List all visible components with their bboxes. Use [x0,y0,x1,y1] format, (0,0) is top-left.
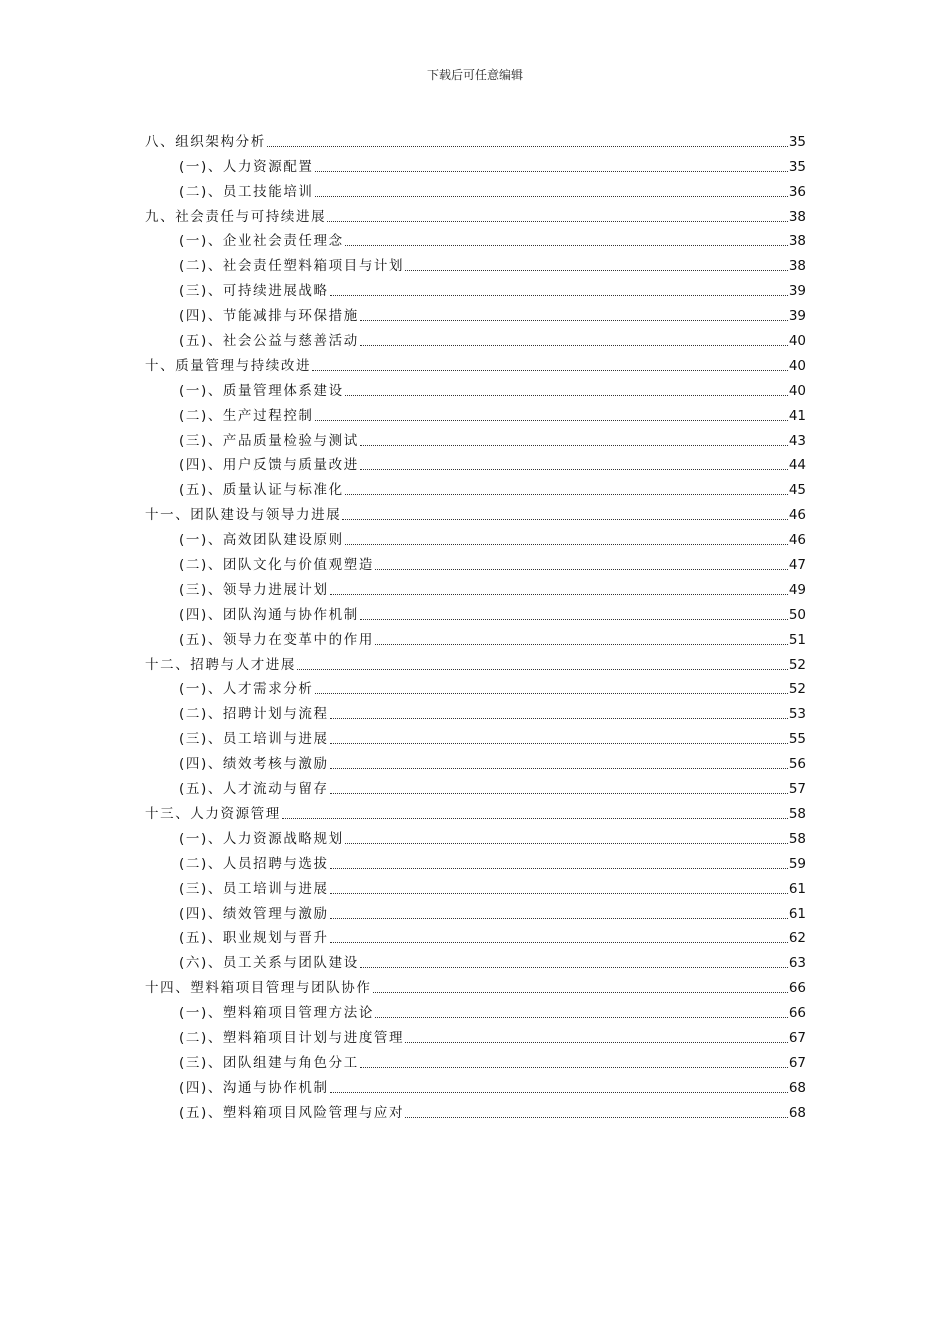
page-header: 下载后可任意编辑 [426,68,523,82]
toc-page-number: 46 [788,532,806,549]
toc-page-number: 63 [788,955,806,972]
toc-section-entry[interactable] [145,848,806,873]
toc-dot-leader [342,519,788,520]
toc-entry-title: (四)、团队沟通与协作机制 [179,606,359,623]
toc-page-number: 51 [788,631,806,648]
toc-entry-title: (五)、人才流动与留存 [179,781,329,798]
toc-entry-title: (二)、社会责任塑料箱项目与计划 [179,258,405,275]
toc-page-number: 38 [788,258,806,275]
toc-dot-leader [360,445,788,446]
toc-page-number: 36 [788,183,806,200]
toc-chapter-entry[interactable] [145,649,806,674]
toc-dot-leader [405,1042,788,1043]
toc-section-entry[interactable] [145,599,806,624]
toc-dot-leader [375,644,788,645]
toc-page-number: 52 [788,656,806,673]
toc-section-entry[interactable] [145,624,806,649]
toc-entry-title: (二)、塑料箱项目计划与进度管理 [179,1029,405,1046]
toc-dot-leader [360,619,788,620]
toc-dot-leader [297,669,788,670]
toc-chapter-entry[interactable] [145,201,806,226]
toc-section-entry[interactable] [145,1097,806,1122]
toc-dot-leader [345,843,788,844]
toc-page-number: 59 [788,855,806,872]
toc-entry-title: (五)、领导力在变革中的作用 [179,631,374,648]
toc-dot-leader [330,295,788,296]
toc-dot-leader [330,942,788,943]
toc-dot-leader [345,245,788,246]
toc-entry-title: (四)、绩效管理与激励 [179,905,329,922]
toc-dot-leader [345,395,788,396]
toc-dot-leader [360,320,788,321]
toc-entry-title: (二)、员工技能培训 [179,183,314,200]
toc-section-entry[interactable] [145,549,806,574]
toc-entry-title: (四)、节能减排与环保措施 [179,308,359,325]
toc-page-number: 46 [788,507,806,524]
toc-entry-title: (一)、质量管理体系建设 [179,382,344,399]
toc-page-number: 56 [788,756,806,773]
toc-dot-leader [360,345,788,346]
toc-page-number: 47 [788,557,806,574]
toc-dot-leader [312,370,788,371]
toc-entry-title: (二)、人员招聘与选拔 [179,855,329,872]
toc-dot-leader [315,171,788,172]
toc-page-number: 50 [788,606,806,623]
toc-entry-title: (六)、员工关系与团队建设 [179,955,359,972]
toc-section-entry[interactable] [145,1022,806,1047]
toc-page-number: 40 [788,333,806,350]
toc-entry-title: (一)、塑料箱项目管理方法论 [179,1005,374,1022]
toc-page-number: 40 [788,357,806,374]
toc-entry-title: (三)、员工培训与进展 [179,880,329,897]
toc-entry-title: (五)、职业规划与晋升 [179,930,329,947]
toc-entry-title: (四)、绩效考核与激励 [179,756,329,773]
toc-section-entry[interactable] [145,574,806,599]
toc-entry-title: (三)、可持续进展战略 [179,283,329,300]
toc-dot-leader [282,818,788,819]
toc-section-entry[interactable] [145,425,806,450]
toc-chapter-entry[interactable] [145,126,806,151]
toc-section-entry[interactable] [145,300,806,325]
toc-entry-title: (三)、员工培训与进展 [179,731,329,748]
toc-section-entry[interactable] [145,947,806,972]
toc-dot-leader [360,469,788,470]
toc-section-entry[interactable] [145,325,806,350]
toc-section-entry[interactable] [145,151,806,176]
table-of-contents [145,126,806,1122]
toc-page-number: 38 [788,233,806,250]
toc-entry-title: (四)、用户反馈与质量改进 [179,457,359,474]
toc-section-entry[interactable] [145,375,806,400]
toc-dot-leader [360,1067,788,1068]
toc-dot-leader [405,1117,788,1118]
toc-section-entry[interactable] [145,823,806,848]
toc-entry-title: (三)、领导力进展计划 [179,581,329,598]
toc-entry-title: (二)、招聘计划与流程 [179,706,329,723]
toc-entry-title: 八、组织架构分析 [145,133,266,150]
toc-section-entry[interactable] [145,275,806,300]
toc-entry-title: (二)、团队文化与价值观塑造 [179,557,374,574]
toc-entry-title: 十三、人力资源管理 [145,805,281,822]
toc-section-entry[interactable] [145,474,806,499]
toc-section-entry[interactable] [145,723,806,748]
toc-dot-leader [267,146,788,147]
toc-dot-leader [330,718,788,719]
toc-page-number: 52 [788,681,806,698]
toc-entry-title: (五)、社会公益与慈善活动 [179,333,359,350]
toc-page-number: 38 [788,208,806,225]
toc-dot-leader [330,893,788,894]
toc-dot-leader [330,594,788,595]
toc-entry-title: (一)、人力资源战略规划 [179,830,344,847]
toc-page-number: 58 [788,805,806,822]
toc-page-number: 66 [788,980,806,997]
toc-page-number: 49 [788,581,806,598]
toc-page-number: 67 [788,1029,806,1046]
toc-dot-leader [345,544,788,545]
toc-dot-leader [405,270,788,271]
toc-page-number: 53 [788,706,806,723]
toc-page-number: 67 [788,1054,806,1071]
toc-page-number: 40 [788,382,806,399]
toc-page-number: 68 [788,1079,806,1096]
toc-entry-title: 九、社会责任与可持续进展 [145,208,327,225]
toc-section-entry[interactable] [145,1047,806,1072]
toc-entry-title: 十二、招聘与人才进展 [145,656,296,673]
toc-dot-leader [375,1017,788,1018]
toc-section-entry[interactable] [145,923,806,948]
toc-page-number: 55 [788,731,806,748]
toc-entry-title: (四)、沟通与协作机制 [179,1079,329,1096]
toc-page-number: 61 [788,905,806,922]
toc-page-number: 66 [788,1005,806,1022]
toc-entry-title: (五)、质量认证与标准化 [179,482,344,499]
toc-entry-title: (一)、人力资源配置 [179,158,314,175]
toc-page-number: 68 [788,1104,806,1121]
toc-section-entry[interactable] [145,674,806,699]
toc-dot-leader [327,221,788,222]
toc-page-number: 39 [788,283,806,300]
toc-dot-leader [330,868,788,869]
toc-chapter-entry[interactable] [145,972,806,997]
toc-page-number: 58 [788,830,806,847]
toc-page-number: 35 [788,133,806,150]
toc-dot-leader [315,196,788,197]
toc-page-number: 61 [788,880,806,897]
toc-dot-leader [330,768,788,769]
toc-page-number: 57 [788,781,806,798]
toc-dot-leader [360,967,788,968]
toc-page-number: 62 [788,930,806,947]
toc-chapter-entry[interactable] [145,798,806,823]
toc-dot-leader [330,1092,788,1093]
toc-entry-title: (二)、生产过程控制 [179,407,314,424]
toc-dot-leader [330,918,788,919]
toc-page-number: 45 [788,482,806,499]
toc-page-number: 39 [788,308,806,325]
toc-entry-title: (一)、企业社会责任理念 [179,233,344,250]
toc-section-entry[interactable] [145,748,806,773]
toc-section-entry[interactable] [145,250,806,275]
toc-dot-leader [375,569,788,570]
toc-section-entry[interactable] [145,898,806,923]
toc-entry-title: 十一、团队建设与领导力进展 [145,507,342,524]
toc-section-entry[interactable] [145,773,806,798]
toc-dot-leader [345,494,788,495]
toc-chapter-entry[interactable] [145,499,806,524]
toc-page-number: 43 [788,432,806,449]
toc-section-entry[interactable] [145,873,806,898]
toc-section-entry[interactable] [145,450,806,475]
toc-section-entry[interactable] [145,698,806,723]
toc-section-entry[interactable] [145,226,806,251]
toc-section-entry[interactable] [145,400,806,425]
toc-section-entry[interactable] [145,176,806,201]
toc-dot-leader [373,992,788,993]
toc-entry-title: 十四、塑料箱项目管理与团队协作 [145,980,372,997]
toc-page-number: 41 [788,407,806,424]
toc-section-entry[interactable] [145,524,806,549]
toc-entry-title: (一)、高效团队建设原则 [179,532,344,549]
toc-section-entry[interactable] [145,1072,806,1097]
toc-entry-title: (三)、团队组建与角色分工 [179,1054,359,1071]
toc-dot-leader [315,693,788,694]
toc-dot-leader [330,743,788,744]
toc-dot-leader [315,420,788,421]
toc-entry-title: 十、质量管理与持续改进 [145,357,312,374]
toc-section-entry[interactable] [145,997,806,1022]
toc-dot-leader [330,793,788,794]
toc-chapter-entry[interactable] [145,350,806,375]
toc-entry-title: (三)、产品质量检验与测试 [179,432,359,449]
toc-entry-title: (一)、人才需求分析 [179,681,314,698]
toc-entry-title: (五)、塑料箱项目风险管理与应对 [179,1104,405,1121]
toc-page-number: 35 [788,158,806,175]
toc-page-number: 44 [788,457,806,474]
